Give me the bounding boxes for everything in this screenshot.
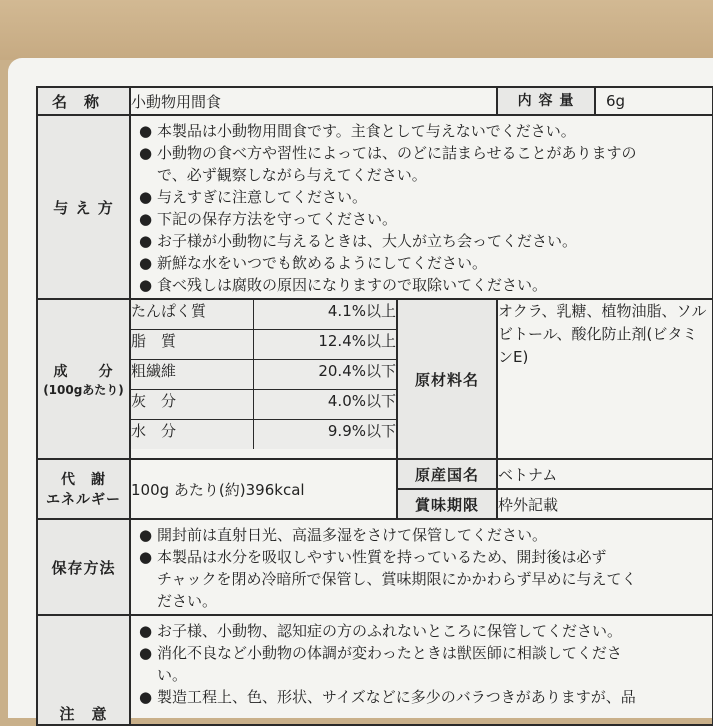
ingredients-value: オクラ、乳糖、植物油脂、ソルビトール、酸化防止剤(ビタミンE): [497, 299, 713, 459]
caution-instructions: [130, 615, 713, 725]
storage-instructions: [130, 519, 713, 615]
energy-value: 100g あたり(約)396kcal: [130, 459, 397, 519]
storage-line: ● 本製品は水分を吸収しやすい性質を持っているため、開封後は必ず: [139, 546, 706, 568]
caution-header: 注 意: [37, 615, 130, 725]
volume-value: 6g: [606, 92, 626, 110]
name-value: 小動物用間食: [130, 87, 497, 115]
feeding-line: ● 本製品は小動物用間食です。主食として与えないでください。: [139, 120, 706, 142]
nutrient-name: たんぱく質: [131, 300, 253, 330]
composition-header: 成 分 (100gあたり): [37, 299, 130, 459]
nutrient-name: 水 分: [131, 420, 253, 450]
feeding-line: ● 下記の保存方法を守ってください。: [139, 208, 706, 230]
expiry-value: 枠外記載: [497, 489, 713, 519]
feeding-line: ● 小動物の食べ方や習性によっては、のどに詰まらせることがありますの: [139, 142, 706, 164]
feeding-line: ● 与えすぎに注意してください。: [139, 186, 706, 208]
nutrient-value: 4.1%以上: [253, 300, 396, 330]
nutrient-value: 4.0%以下: [253, 390, 396, 420]
nutrient-value: 9.9%以下: [253, 420, 396, 450]
volume-header: 内 容 量: [498, 88, 596, 114]
caution-list: [131, 616, 712, 710]
name-header: 名 称: [37, 87, 130, 115]
feeding-header: 与 え 方: [37, 115, 130, 299]
expiry-header: 賞味期限: [397, 489, 497, 519]
product-label-table: [36, 86, 713, 726]
storage-line: ● 開封前は直射日光、高温多湿をさけて保管してください。: [139, 524, 706, 546]
composition-table-cell: [130, 299, 397, 459]
nutrient-value: 12.4%以上: [253, 330, 396, 360]
feeding-line: ● 食べ残しは腐敗の原因になりますので取除いてください。: [139, 274, 706, 296]
caution-line: ● お子様、小動物、認知症の方のふれないところに保管してください。: [139, 620, 706, 642]
storage-header: 保存方法: [37, 519, 130, 615]
storage-list: [131, 520, 712, 614]
storage-line: ださい。: [157, 592, 218, 610]
caution-line: ● 消化不良など小動物の体調が変わったときは獣医師に相談してくださ: [139, 642, 706, 664]
feeding-list: [131, 116, 712, 298]
caution-line: ● 製造工程上、色、形状、サイズなどに多少のバラつきがありますが、品: [139, 686, 706, 708]
nutrient-name: 粗繊維: [131, 360, 253, 390]
ingredients-header: 原材料名: [397, 299, 497, 459]
feeding-line: ● 新鮮な水をいつでも飲めるようにしてください。: [139, 252, 706, 274]
energy-header: 代 謝 エネルギー: [37, 459, 130, 519]
origin-value: ベトナム: [497, 459, 713, 489]
volume-cell: [497, 87, 713, 115]
origin-header: 原産国名: [397, 459, 497, 489]
composition-table: [131, 300, 396, 449]
storage-line: チャックを閉め冷暗所で保管し、賞味期限にかかわらず早めに与えてく: [157, 570, 637, 588]
nutrient-value: 20.4%以下: [253, 360, 396, 390]
feeding-instructions: [130, 115, 713, 299]
feeding-line: ● お子様が小動物に与えるときは、大人が立ち会ってください。: [139, 230, 706, 252]
caution-line: い。: [157, 666, 188, 684]
feeding-line: で、必ず観察しながら与えてください。: [157, 166, 427, 184]
nutrient-name: 脂 質: [131, 330, 253, 360]
kraft-package-top: [0, 0, 713, 60]
nutrient-name: 灰 分: [131, 390, 253, 420]
